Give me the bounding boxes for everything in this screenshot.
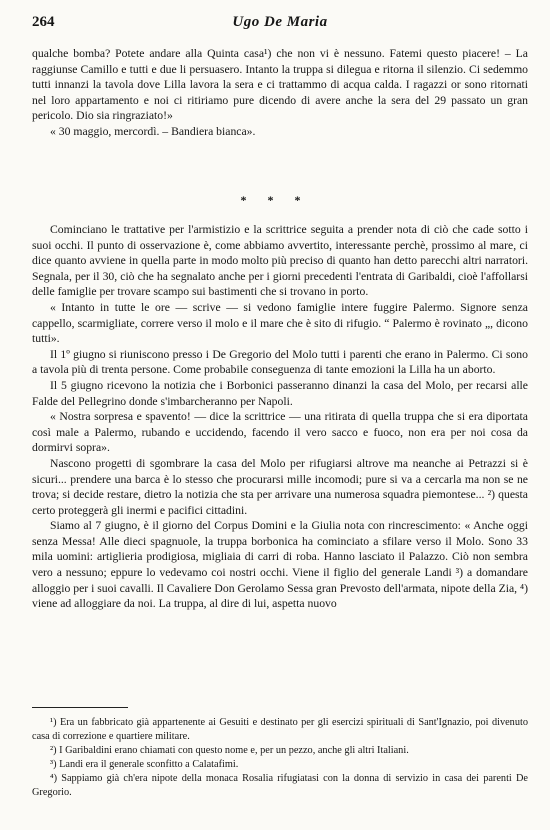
footnote: ¹) Era un fabbricato già appartenente ai Gesuiti e destinato per gli esercizi spirituali di Sant'Ignazio, poi divenuto casa di correzione e quartiere militare. — [32, 717, 528, 742]
footnote: ²) I Garibaldini erano chiamati con questo nome e, per un pezzo, anche gli altri Italiani. — [50, 745, 409, 756]
body-text — [32, 222, 528, 612]
footnote: ⁴) Sappiamo già ch'era nipote della monaca Rosalia rifugiatasi con la donna di servizio in casa dei parenti De Gregorio. — [32, 773, 528, 798]
section-separator: * * * — [240, 193, 310, 207]
body-paragraph: « Nostra sorpresa e spavento! — dice la scrittrice — una ritirata di quella truppa che si era diportata così male a Palermo, rubando e uccidendo, facendo il vero sacco e fuoco, non era per noi cosa da dormirvi sopra». — [32, 410, 528, 455]
running-title: Ugo De Maria — [232, 14, 328, 30]
footnote-rule — [32, 707, 128, 708]
footnote: ³) Landi era il generale sconfitto a Calatafimi. — [50, 759, 239, 770]
body-paragraph: Siamo al 7 giugno, è il giorno del Corpus Domini e la Giulia nota con rincrescimento: « Anche oggi senza Messa! Alle dieci spagnuole, la truppa borbonica ha cominciato a sfilare verso il Molo. Sono 33 mila uomini: artiglieria prodigiosa, migliaia di carri di roba. Hanno lasciato il Palazzo. Ciò non sembra vero a nessuno; eppure lo vedevamo coi nostri occhi. Viene il figlio del generale Landi ³) a domandare alloggio per i suoi cavalli. Il Cavaliere Don Gerolamo Sessa gran Prevosto dell'armata, nipote della Zia, ⁴) viene ad alloggiare da noi. La truppa, al dire di lui, aspetta nuovo — [32, 519, 528, 611]
paragraph-continued: qualche bomba? Potete andare alla Quinta casa¹) che non vi è nessuno. Fatemi questo piacere! – La raggiunse Camillo e tutti e due li persuasero. Intanto la truppa si dilegua e ritorna il silenzio. Ci sedemmo tutti innanzi la tavola dove Lilla lavora la sera e ci trattammo di acqua calda. I ragazzi or sono ritornati nel loro appartamento e noi ci ritiriamo pure dicendo di avere anche la sera del 29 passato un gran pericolo. Dio sia ringraziato!» — [32, 47, 528, 123]
top-text-block — [32, 46, 528, 140]
page-number: 264 — [32, 14, 55, 30]
body-paragraph: Il 1º giugno si riuniscono presso i De Gregorio del Molo tutti i parenti che erano in Palermo. Ci sono a tavola più di trenta persone. Come probabile conseguenza di tante emozioni la Lilla ha un aborto. — [32, 347, 528, 377]
body-paragraph: « Intanto in tutte le ore — scrive — si vedono famiglie intere fuggire Palermo. Signore senza cappello, scarmigliate, correre verso il molo e il mare che è sito di rifugio. “ Palermo è rovinato „, dicono tutti». — [32, 300, 528, 346]
footnotes — [32, 716, 528, 800]
body-paragraph: Cominciano le trattative per l'armistizio e la scrittrice seguita a prender nota di ciò che cade sotto i suoi occhi. Il punto di osservazione è, come abbiamo avvertito, interessante perchè, prossimo al mare, ci dice quanto avviene in quella parte in modo molto più preciso di quanto han detto parecchi altri narratori. Segnala, per il 30, ciò che ha segnalato anche per i giorni precedenti l'entrata di Garibaldi, cioè l'affollarsi delle famiglie per trovare scampo sui bastimenti che si trovano in porto. — [32, 223, 528, 299]
body-paragraph: Nascono progetti di sgombrare la casa del Molo per rifugiarsi altrove ma neanche ai Petrazzi si è sicuri... prendere una barca è lo stesso che procurarsi mille incomodi; pure si va a cercarla ma non se ne trova; si decide restare, dietro la notizia che sta per arrivare una numerosa squadra piemontese... ²) questa certo proteggerà gli inermi e pacifici cittadini. — [32, 456, 528, 517]
page-header — [32, 14, 528, 36]
body-paragraph: Il 5 giugno ricevono la notizia che i Borbonici passeranno dinanzi la casa del Molo, per recarsi alle Falde del Pellegrino donde s'imbarcheranno per Napoli. — [32, 378, 528, 408]
quote-line: « 30 maggio, mercordì. – Bandiera bianca». — [50, 124, 256, 138]
